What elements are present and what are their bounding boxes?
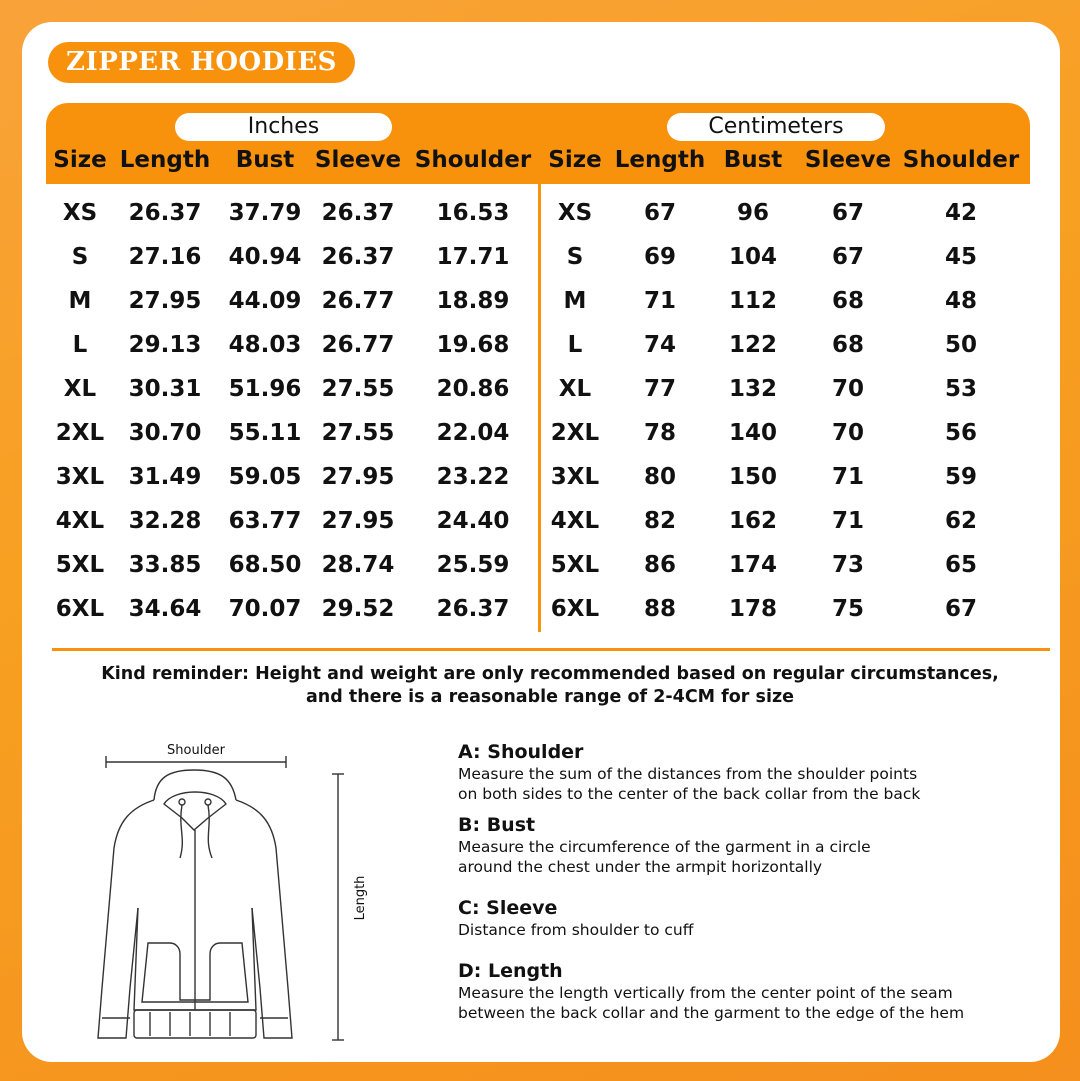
table-cell-inches-bust: 70.07	[228, 596, 302, 622]
table-cell-cm-shoulder: 42	[944, 200, 978, 226]
table-cell-inches-size: 6XL	[55, 596, 105, 622]
table-cell-cm-bust: 150	[728, 464, 778, 490]
table-cell-cm-bust: 132	[728, 376, 778, 402]
table-cell-inches-sleeve: 26.37	[321, 200, 395, 226]
column-header-cm-bust: Bust	[723, 147, 783, 173]
section-divider	[52, 648, 1050, 651]
column-header-inches-length: Length	[119, 147, 211, 173]
table-cell-inches-bust: 37.79	[228, 200, 302, 226]
table-cell-cm-sleeve: 75	[831, 596, 865, 622]
measure-desc-line: Measure the sum of the distances from the shoulder points	[458, 765, 918, 783]
measure-desc-line: around the chest under the armpit horizontally	[458, 858, 823, 876]
column-header-cm-length: Length	[614, 147, 706, 173]
reminder-line-2: and there is a reasonable range of 2-4CM for size	[306, 687, 794, 707]
table-cell-inches-length: 33.85	[128, 552, 202, 578]
table-cell-inches-sleeve: 26.77	[321, 288, 395, 314]
table-cell-cm-shoulder: 65	[944, 552, 978, 578]
table-cell-cm-sleeve: 67	[831, 200, 865, 226]
table-cell-cm-size: 5XL	[550, 552, 600, 578]
table-cell-cm-size: 6XL	[550, 596, 600, 622]
table-cell-inches-length: 27.16	[128, 244, 202, 270]
measure-desc-line: Distance from shoulder to cuff	[458, 921, 694, 939]
table-cell-inches-bust: 44.09	[228, 288, 302, 314]
table-cell-cm-length: 69	[643, 244, 677, 270]
kind-reminder	[60, 663, 1040, 709]
measure-desc-bust	[458, 837, 1038, 877]
table-cell-inches-shoulder: 25.59	[436, 552, 510, 578]
table-cell-inches-sleeve: 27.55	[321, 376, 395, 402]
table-cell-inches-size: XL	[63, 376, 97, 402]
column-header-cm-size: Size	[548, 147, 602, 173]
table-cell-inches-length: 31.49	[128, 464, 202, 490]
measure-title-bust: B: Bust	[458, 814, 536, 836]
measure-desc-line: on both sides to the center of the back collar from the back	[458, 785, 921, 803]
column-header-inches-shoulder: Shoulder	[414, 147, 532, 173]
table-cell-cm-length: 74	[643, 332, 677, 358]
column-header-cm-shoulder: Shoulder	[902, 147, 1020, 173]
table-cell-inches-length: 30.70	[128, 420, 202, 446]
table-cell-inches-sleeve: 29.52	[321, 596, 395, 622]
table-cell-cm-bust: 174	[728, 552, 778, 578]
table-cell-cm-bust: 140	[728, 420, 778, 446]
table-cell-cm-length: 71	[643, 288, 677, 314]
column-header-inches-bust: Bust	[235, 147, 295, 173]
table-cell-inches-bust: 59.05	[228, 464, 302, 490]
table-cell-cm-size: 4XL	[550, 508, 600, 534]
table-cell-inches-size: 2XL	[55, 420, 105, 446]
table-cell-inches-shoulder: 22.04	[436, 420, 510, 446]
table-cell-cm-bust: 162	[728, 508, 778, 534]
shoulder-label: Shoulder	[167, 743, 225, 758]
measure-desc-line: Measure the circumference of the garment in a circle	[458, 838, 871, 856]
table-cell-inches-bust: 68.50	[228, 552, 302, 578]
table-cell-cm-shoulder: 50	[944, 332, 978, 358]
table-cell-cm-length: 86	[643, 552, 677, 578]
table-cell-inches-bust: 40.94	[228, 244, 302, 270]
table-cell-cm-size: S	[566, 244, 584, 270]
hoodie-diagram	[90, 738, 390, 1048]
table-cell-inches-size: 3XL	[55, 464, 105, 490]
table-cell-cm-length: 67	[643, 200, 677, 226]
measure-desc-line: Measure the length vertically from the center point of the seam	[458, 984, 953, 1002]
table-cell-cm-bust: 96	[736, 200, 770, 226]
table-cell-cm-sleeve: 71	[831, 464, 865, 490]
measure-title-length: D: Length	[458, 960, 563, 982]
table-cell-cm-bust: 178	[728, 596, 778, 622]
measure-title-sleeve: C: Sleeve	[458, 897, 558, 919]
table-cell-inches-sleeve: 27.55	[321, 420, 395, 446]
table-cell-cm-size: XL	[558, 376, 592, 402]
table-cell-inches-shoulder: 18.89	[436, 288, 510, 314]
table-cell-cm-length: 80	[643, 464, 677, 490]
table-cell-cm-shoulder: 62	[944, 508, 978, 534]
table-cell-inches-bust: 63.77	[228, 508, 302, 534]
table-cell-inches-length: 30.31	[128, 376, 202, 402]
table-cell-cm-length: 82	[643, 508, 677, 534]
table-cell-cm-shoulder: 56	[944, 420, 978, 446]
table-cell-inches-length: 26.37	[128, 200, 202, 226]
table-cell-cm-shoulder: 45	[944, 244, 978, 270]
table-cell-inches-shoulder: 16.53	[436, 200, 510, 226]
table-cell-inches-sleeve: 27.95	[321, 464, 395, 490]
unit-label-inches: Inches	[175, 113, 392, 141]
table-cell-inches-length: 32.28	[128, 508, 202, 534]
table-cell-inches-shoulder: 19.68	[436, 332, 510, 358]
table-cell-cm-sleeve: 67	[831, 244, 865, 270]
table-cell-inches-shoulder: 20.86	[436, 376, 510, 402]
column-header-inches-sleeve: Sleeve	[314, 147, 402, 173]
table-cell-cm-length: 77	[643, 376, 677, 402]
table-cell-cm-size: XS	[557, 200, 593, 226]
table-cell-inches-sleeve: 26.37	[321, 244, 395, 270]
table-cell-cm-length: 88	[643, 596, 677, 622]
table-cell-cm-shoulder: 53	[944, 376, 978, 402]
column-header-inches-size: Size	[53, 147, 107, 173]
column-header-cm-sleeve: Sleeve	[804, 147, 892, 173]
table-cell-cm-bust: 112	[728, 288, 778, 314]
measure-title-shoulder: A: Shoulder	[458, 741, 584, 763]
length-label: Length	[353, 875, 368, 921]
table-cell-inches-sleeve: 28.74	[321, 552, 395, 578]
measure-desc-line: between the back collar and the garment to the edge of the hem	[458, 1004, 965, 1022]
table-cell-inches-size: 4XL	[55, 508, 105, 534]
table-cell-cm-sleeve: 68	[831, 332, 865, 358]
table-cell-cm-shoulder: 67	[944, 596, 978, 622]
table-column-divider	[538, 184, 541, 632]
page-title: ZIPPER HOODIES	[48, 42, 355, 83]
measure-desc-sleeve	[458, 920, 1038, 940]
table-cell-inches-bust: 48.03	[228, 332, 302, 358]
table-cell-cm-bust: 104	[728, 244, 778, 270]
table-cell-inches-size: M	[68, 288, 92, 314]
table-cell-cm-sleeve: 68	[831, 288, 865, 314]
measure-desc-length	[458, 983, 1038, 1023]
table-cell-inches-length: 34.64	[128, 596, 202, 622]
table-cell-inches-shoulder: 26.37	[436, 596, 510, 622]
table-cell-inches-length: 27.95	[128, 288, 202, 314]
table-cell-inches-size: S	[71, 244, 89, 270]
table-cell-inches-size: 5XL	[55, 552, 105, 578]
table-cell-cm-sleeve: 70	[831, 376, 865, 402]
table-cell-inches-shoulder: 23.22	[436, 464, 510, 490]
table-cell-cm-size: M	[563, 288, 587, 314]
table-cell-cm-sleeve: 70	[831, 420, 865, 446]
unit-label-centimeters: Centimeters	[667, 113, 885, 141]
table-cell-inches-bust: 55.11	[228, 420, 302, 446]
table-cell-inches-sleeve: 27.95	[321, 508, 395, 534]
table-cell-inches-sleeve: 26.77	[321, 332, 395, 358]
reminder-line-1: Kind reminder: Height and weight are only recommended based on regular circumstances,	[101, 664, 999, 684]
table-cell-inches-shoulder: 17.71	[436, 244, 510, 270]
table-cell-cm-size: 3XL	[550, 464, 600, 490]
table-cell-inches-size: XS	[62, 200, 98, 226]
table-cell-cm-sleeve: 73	[831, 552, 865, 578]
table-cell-inches-size: L	[72, 332, 88, 358]
table-cell-inches-length: 29.13	[128, 332, 202, 358]
table-cell-cm-shoulder: 48	[944, 288, 978, 314]
table-cell-inches-shoulder: 24.40	[436, 508, 510, 534]
table-cell-cm-size: 2XL	[550, 420, 600, 446]
table-cell-cm-sleeve: 71	[831, 508, 865, 534]
measure-desc-shoulder	[458, 764, 1038, 804]
table-cell-cm-shoulder: 59	[944, 464, 978, 490]
table-cell-inches-bust: 51.96	[228, 376, 302, 402]
table-cell-cm-length: 78	[643, 420, 677, 446]
table-cell-cm-bust: 122	[728, 332, 778, 358]
table-cell-cm-size: L	[567, 332, 583, 358]
